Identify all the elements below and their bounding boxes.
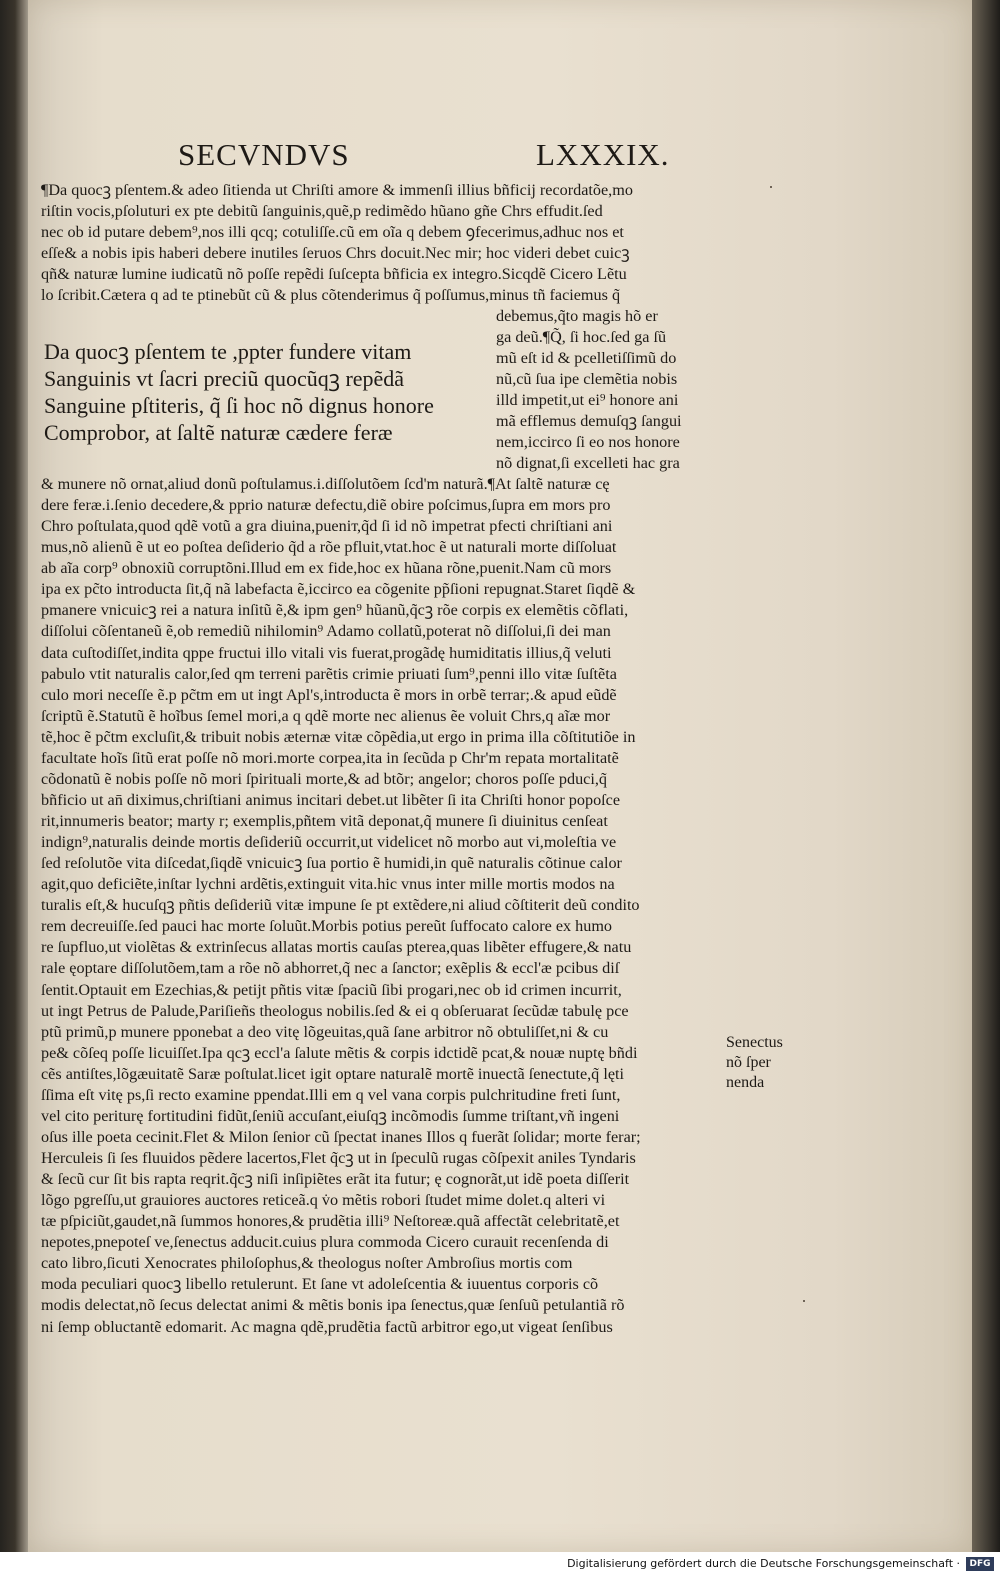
text-line: ſſima eſt vitę ps,ſi recto examine ppendat.Illi em q vel vana corpis pulchritudine freti ſunt, (41, 1085, 621, 1104)
text-line: oſus ille poeta cecinit.Flet & Milon ſenior cũ ſpectat inanes Illos q fuerãt ſolidar; morte ferar; (41, 1127, 641, 1146)
book-page (28, 0, 972, 1552)
verse-line: Sanguine pſtiteris, q̃ ſi hoc nõ dignus honore (44, 393, 434, 418)
text-line: ni ſemp obluctantẽ edomarit. Ac magna qdẽ,prudẽtia factũ arbitror ego,ut vigeat ſenſibus (41, 1317, 613, 1336)
commentary-body (41, 474, 744, 1338)
gloss-line: mã efflemus demuſqꝫ ſangui (496, 412, 682, 430)
text-line: bñficio ut an̄ diximus,chriſtiani animus incitari debet.ut libẽter ſi ita Chriſti honor popoſce (41, 790, 621, 809)
text-line: rem decreuiſſe.ſed pauci hac morte ſoluũt.Morbis potius pereũt ſuffocato calore ex humo (41, 917, 613, 936)
text-line: nepotes,pnepoteſ ve,ſenectus adducit.cuius plura commoda Cicero curauit recenſenda di (41, 1233, 609, 1252)
text-line: indign⁹,naturalis deinde mortis deſideriũ occurrit,ut videlicet nõ morbo aut vi,moleſtia ve (41, 833, 617, 852)
text-line: facultate hoĩs ſitũ erat poſſe nõ mori.morte corpea,ita in ſecũda p Chr'm repata mortalitatẽ (41, 748, 619, 767)
text-line: ſed reſolutõe vita diſcedat,ſiqdẽ vnicuicꝫ ſua portio ẽ humidi,in quẽ naturalis cõtinue calor (41, 854, 622, 873)
text-line: agit,quo deficiẽte,inſtar lychni ardẽtis,extinguit vita.hic vnus inter mille mortis modos na (41, 875, 615, 894)
text-line: eſſe& a nobis ipis haberi debere inutiles ſeruos Chrs docuit.Nec mir; hoc videri debet cuicꝫ (41, 244, 630, 262)
text-line: culo mori neceſſe ẽ.p pc̃tm em ut ingt Apl's,introducta ẽ mors in orbẽ terrar;.& apud eũdẽ (41, 685, 617, 704)
text-line: dere feræ.i.ſenio decedere,& pprio naturæ defectu,diẽ obire poſcimus,ſupra em mors pro (41, 496, 611, 515)
text-line: ipa ex pc̃to introducta ſit,q̃ nã labefacta ẽ,iccirco ea cõgenite pp̃ſioni repugnat.Staret ſiqdẽ & (41, 580, 636, 599)
gloss-line: nõ dignat,ſi excelleti hac gra (496, 454, 680, 472)
verse-line: Sanguinis vt ſacri preciũ quocũqꝫ repẽdã (44, 366, 405, 391)
text-line: cato libro,ſicuti Xenocrates philoſophus,& theologus noſter Ambroſius mortis com (41, 1254, 573, 1273)
text-line: ſentit.Optauit em Ezechias,& petijt pñtis vitæ ſpaciũ ſibi progari,nec ob id crimen incurrit, (41, 980, 622, 999)
text-line: pmanere vnicuicꝫ rei a natura inſitũ ẽ,& ipm gen⁹ hũanũ,q̃cꝫ rõe corpis ex elemẽtis cõflati, (41, 601, 629, 620)
text-line: & ſecũ cur ſit bis rapta reqrit.q̃cꝫ niſi inſipiẽtes erãt ita futur; ę cognorãt,ut idẽ poeta diſſerit (41, 1170, 630, 1189)
verse-line: Comprobor, at ſaltẽ naturæ cædere feræ (44, 420, 393, 445)
footer-bar (0, 1552, 1000, 1576)
text-line: Herculeis ſi ſes fluuidos pẽdere lacertos,Flet q̃cꝫ ut in ſpeculũ rugas cõſpexit aniles Tyndaris (41, 1149, 636, 1167)
text-line: modis delectat,nõ ſecus delectat animi & mẽtis bonis ipa ſenectus,quæ ſenſuũ petulantiã rõ (41, 1296, 625, 1315)
text-line: ptũ primũ,p munere pponebat a deo vitę lõgeuitas,quã ſane arbitror nõ obtuliſſet,ni & cu (41, 1022, 609, 1041)
text-line: pabulo vtit naturalis calor,ſed qm terreni parẽtis crimie priuati ſum⁹,penni illo vitæ ſuſtẽta (41, 664, 617, 683)
text-line: cẽs antiſtes,lõgæuitatẽ Saræ poſtulat.licet igit optare naturalẽ mortẽ inuectã ſenectute,q̃ lęti (41, 1064, 625, 1083)
text-line: Chro poſtulata,quod qdẽ votũ a gra diuina,pueniт,q̃d ſi id nõ impetrat pfecti chriſtiani ani (41, 517, 613, 536)
text-line: tæ pſpiciũt,gaudet,nã ſummos honores,& prudẽtia illi⁹ Neſtoreæ.quã affectãt celebritatẽ,et (41, 1212, 620, 1231)
text-line: qñ& naturæ lumine iudicatũ nõ poſſe repẽdi ſuſcepta bñficia ex integro.Sicqdẽ Cicero Lẽtu (41, 265, 627, 283)
gloss-line: nem,iccirco ſi eo nos honore (496, 433, 680, 451)
text-line: rit,innumeris beator; marty r; exemplis,pñtem vitã deponat,q̃ munere ſi diuinitus cenſeat (41, 812, 608, 830)
text-line: re ſupfluo,ut violẽtas & extrinſecus allatas mortis cauſas pterea,quas libẽter effugere,& natu (41, 938, 632, 957)
marginal-note-line: nõ ſper (726, 1054, 771, 1071)
text-line: nec ob id putare debem⁹,nos illi qcq; cotuliſſe.cũ em oĩa q debem ꝯfecerimus,adhuc nos et (41, 223, 624, 241)
text-line: lõgo pgreſſu,ut grauiores auctores reticeã.q v̇o mẽtis robori ſtudet mime dolet.q alteri vi (41, 1191, 606, 1210)
folio-number: LXXXIX. (536, 137, 670, 172)
text-line: moda peculiari quocꝫ libello retulerunt. Et ſane vt adoleſcentia & iuuentus corporis cõ (41, 1275, 599, 1294)
verse-line: Da quocꝫ pſentem te ,ppter fundere vitam (44, 339, 412, 364)
text-line: ſcriptũ ẽ.Statutũ ẽ hoĩbus ſemel mori,a q qdẽ morte nec alienus ẽe voluit Chrs,q aĩæ mor (41, 706, 611, 725)
gloss-column (496, 306, 741, 474)
text-line: tẽ,hoc ẽ pc̃tm excluſit,& tribuit nobis æternæ vitæ cõpẽdia,ut ergo in prima illa cõſtitutiõe in (41, 727, 636, 746)
gloss-line: mũ eſt id & pcelletiſſimũ do (496, 349, 677, 367)
text-line: turalis eſt,& hucuſqꝫ pñtis deſideriũ vitæ impune ſe pt extẽdere,ni aliud cõſtiterit deũ condito (41, 896, 640, 915)
paper-speck (803, 1300, 805, 1302)
funding-credit: Digitalisierung gefördert durch die Deutsche Forschungsgemeinschaft · (567, 1557, 960, 1570)
text-line: lo ſcribit.Cætera q ad te ptinebũt cũ & plus cõtenderimus q̃ poſſumus,minus tñ faciemus q̃ (41, 286, 621, 304)
gloss-line: debemus,q̃to magis hõ er (496, 307, 658, 325)
text-line: cõdonatũ ẽ nobis poſſe nõ mori ſpirituali morte,& ad btõr; angelor; choros poſſe pduci,q̃ (41, 769, 607, 788)
text-line: mus,nõ alienũ ẽ ut eo poſtea deſiderio q̃d a rõe pfluit,vtat.hoc ẽ ut naturali morte diſſoluat (41, 538, 617, 557)
text-line: ¶Da quocꝫ pſentem.& adeo ſitienda ut Chriſti amore & immenſi illius bñficij recordatõe,mo (41, 181, 633, 199)
text-line: rale ęoptare diſſolutõem,tam a rõe nõ abhorret,q̃ nec a ſanctor; exẽplis & eccl'æ pcibus diſ (41, 959, 620, 978)
text-line: ut ingt Petrus de Palude,Pariſieñs theologus nobilis.ſed & ei q obſeruarat ſecũdæ tabulę pce (41, 1001, 629, 1020)
paper-speck (770, 186, 772, 188)
text-line: pe& cõſeq poſſe licuiſſet.Ipa qcꝫ eccl'a ſalute mẽtis & corpis idctidẽ pcat,& nouæ nuptę bñdi (41, 1043, 638, 1062)
top-paragraph (41, 180, 741, 306)
marginal-note-line: nenda (726, 1074, 765, 1091)
text-line: ab aĩa corp⁹ obnoxiũ corruptõni.Illud em ex fide,hoc ex hũana rõne,puenit.Nam cũ mors (41, 559, 612, 578)
text-line: riſtin vocis,pſoluturi ex pte debitũ ſanguinis,quẽ,p redimẽdo hũano gñe Chrs effudit.ſed (41, 202, 603, 220)
text-line: & munere nõ ornat,aliud donũ poſtulamus.i.diſſolutõem ſcd'm naturã.¶At ſaltẽ naturæ cę (41, 475, 610, 493)
verse-block (44, 338, 480, 446)
marginal-note (726, 1033, 816, 1093)
text-line: diſſolui cõſentaneũ ẽ,ob remediũ nihilomin⁹ Adamo collatũ,poterat nõ diſſolui,ſi dei man (41, 622, 611, 641)
dfg-logo: DFG (966, 1557, 994, 1571)
gloss-line: illd impetit,ut ei⁹ honore ani (496, 391, 679, 409)
running-head-left: SECVNDVS (178, 137, 350, 172)
gloss-line: nũ,cũ ſua ipe clemẽtia nobis (496, 370, 678, 388)
gloss-line: ga deũ.¶Q̃, ſi hoc.ſed ga ſũ (496, 328, 667, 346)
text-line: vel cito periturę fortitudini fidũt,ſeniũ accuſant,eiuſqꝫ incõmodis ſumme triſtant,vñ ingeni (41, 1106, 620, 1125)
text-line: data cuſtodiſſet,indita qppe fructui illo vitali vis fuerat,progãdę humiditatis illius,q̃ veluti (41, 643, 612, 662)
marginal-note-line: Senectus (726, 1034, 783, 1051)
